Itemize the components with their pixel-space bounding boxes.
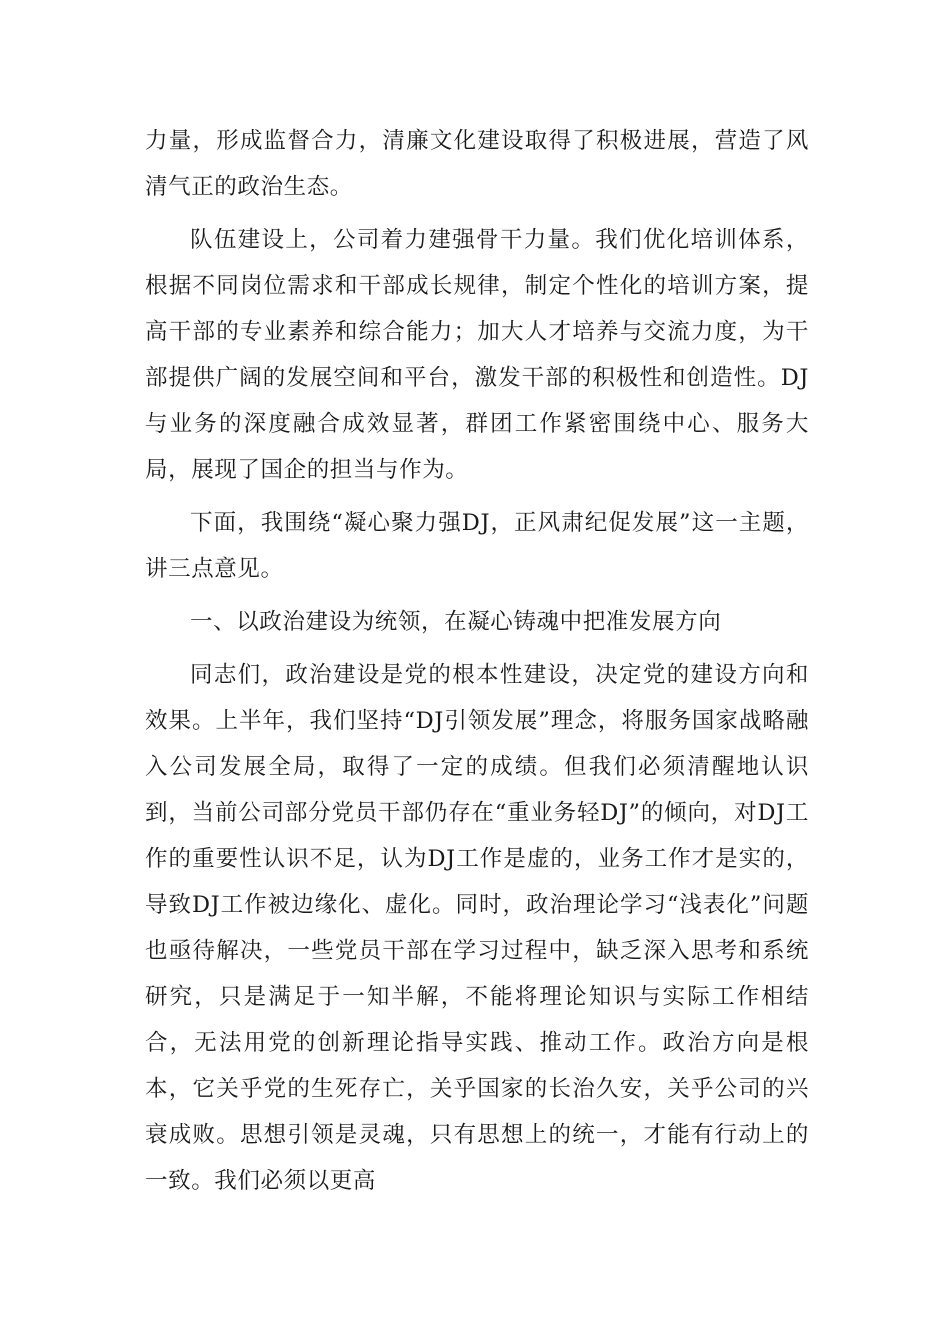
paragraph-political-building: 同志们，政治建设是党的根本性建设，决定党的建设方向和效果。上半年，我们坚持“DJ引领发展”理念，将服务国家战略融入公司发展全局，取得了一定的成绩。但我们必须清醒地认识到，当前公司部分党员干部仍存在“重业务轻DJ”的倾向，对DJ工作的重要性认识不足，认为DJ工作是虚的，业务工作才是实的，导致DJ工作被边缘化、虚化。同时，政治理论学习“浅表化”问题也亟待解决，一些党员干部在学习过程中，缺乏深入思考和系统研究，只是满足于一知半解，不能将理论知识与实际工作相结合，无法用党的创新理论指导实践、推动工作。政治方向是根本，它关乎党的生死存亡，关乎国家的长治久安，关乎公司的兴衰成败。思想引领是灵魂，只有思想上的统一，才能有行动上的一致。我们必须以更高 [145,662,809,1194]
section-heading-one: 一、以政治建设为统领，在凝心铸魂中把准发展方向 [190,609,722,635]
paragraph-continuation: 力量，形成监督合力，清廉文化建设取得了积极进展，营造了风清气正的政治生态。 [145,128,809,200]
paragraph-team-building: 队伍建设上，公司着力建强骨干力量。我们优化培训体系，根据不同岗位需求和干部成长规律，制定个性化的培训方案，提高干部的专业素养和综合能力；加大人才培养与交流力度，为干部提供广阔的发展空间和平台，激发干部的积极性和创造性。DJ与业务的深度融合成效显著，群团工作紧密围绕中心、服务大局，展现了国企的担当与作为。 [145,227,809,483]
paragraph-theme-intro: 下面，我围绕“凝心聚力强DJ，正风肃纪促发展”这一主题，讲三点意见。 [145,510,809,582]
document-body [145,118,809,1211]
